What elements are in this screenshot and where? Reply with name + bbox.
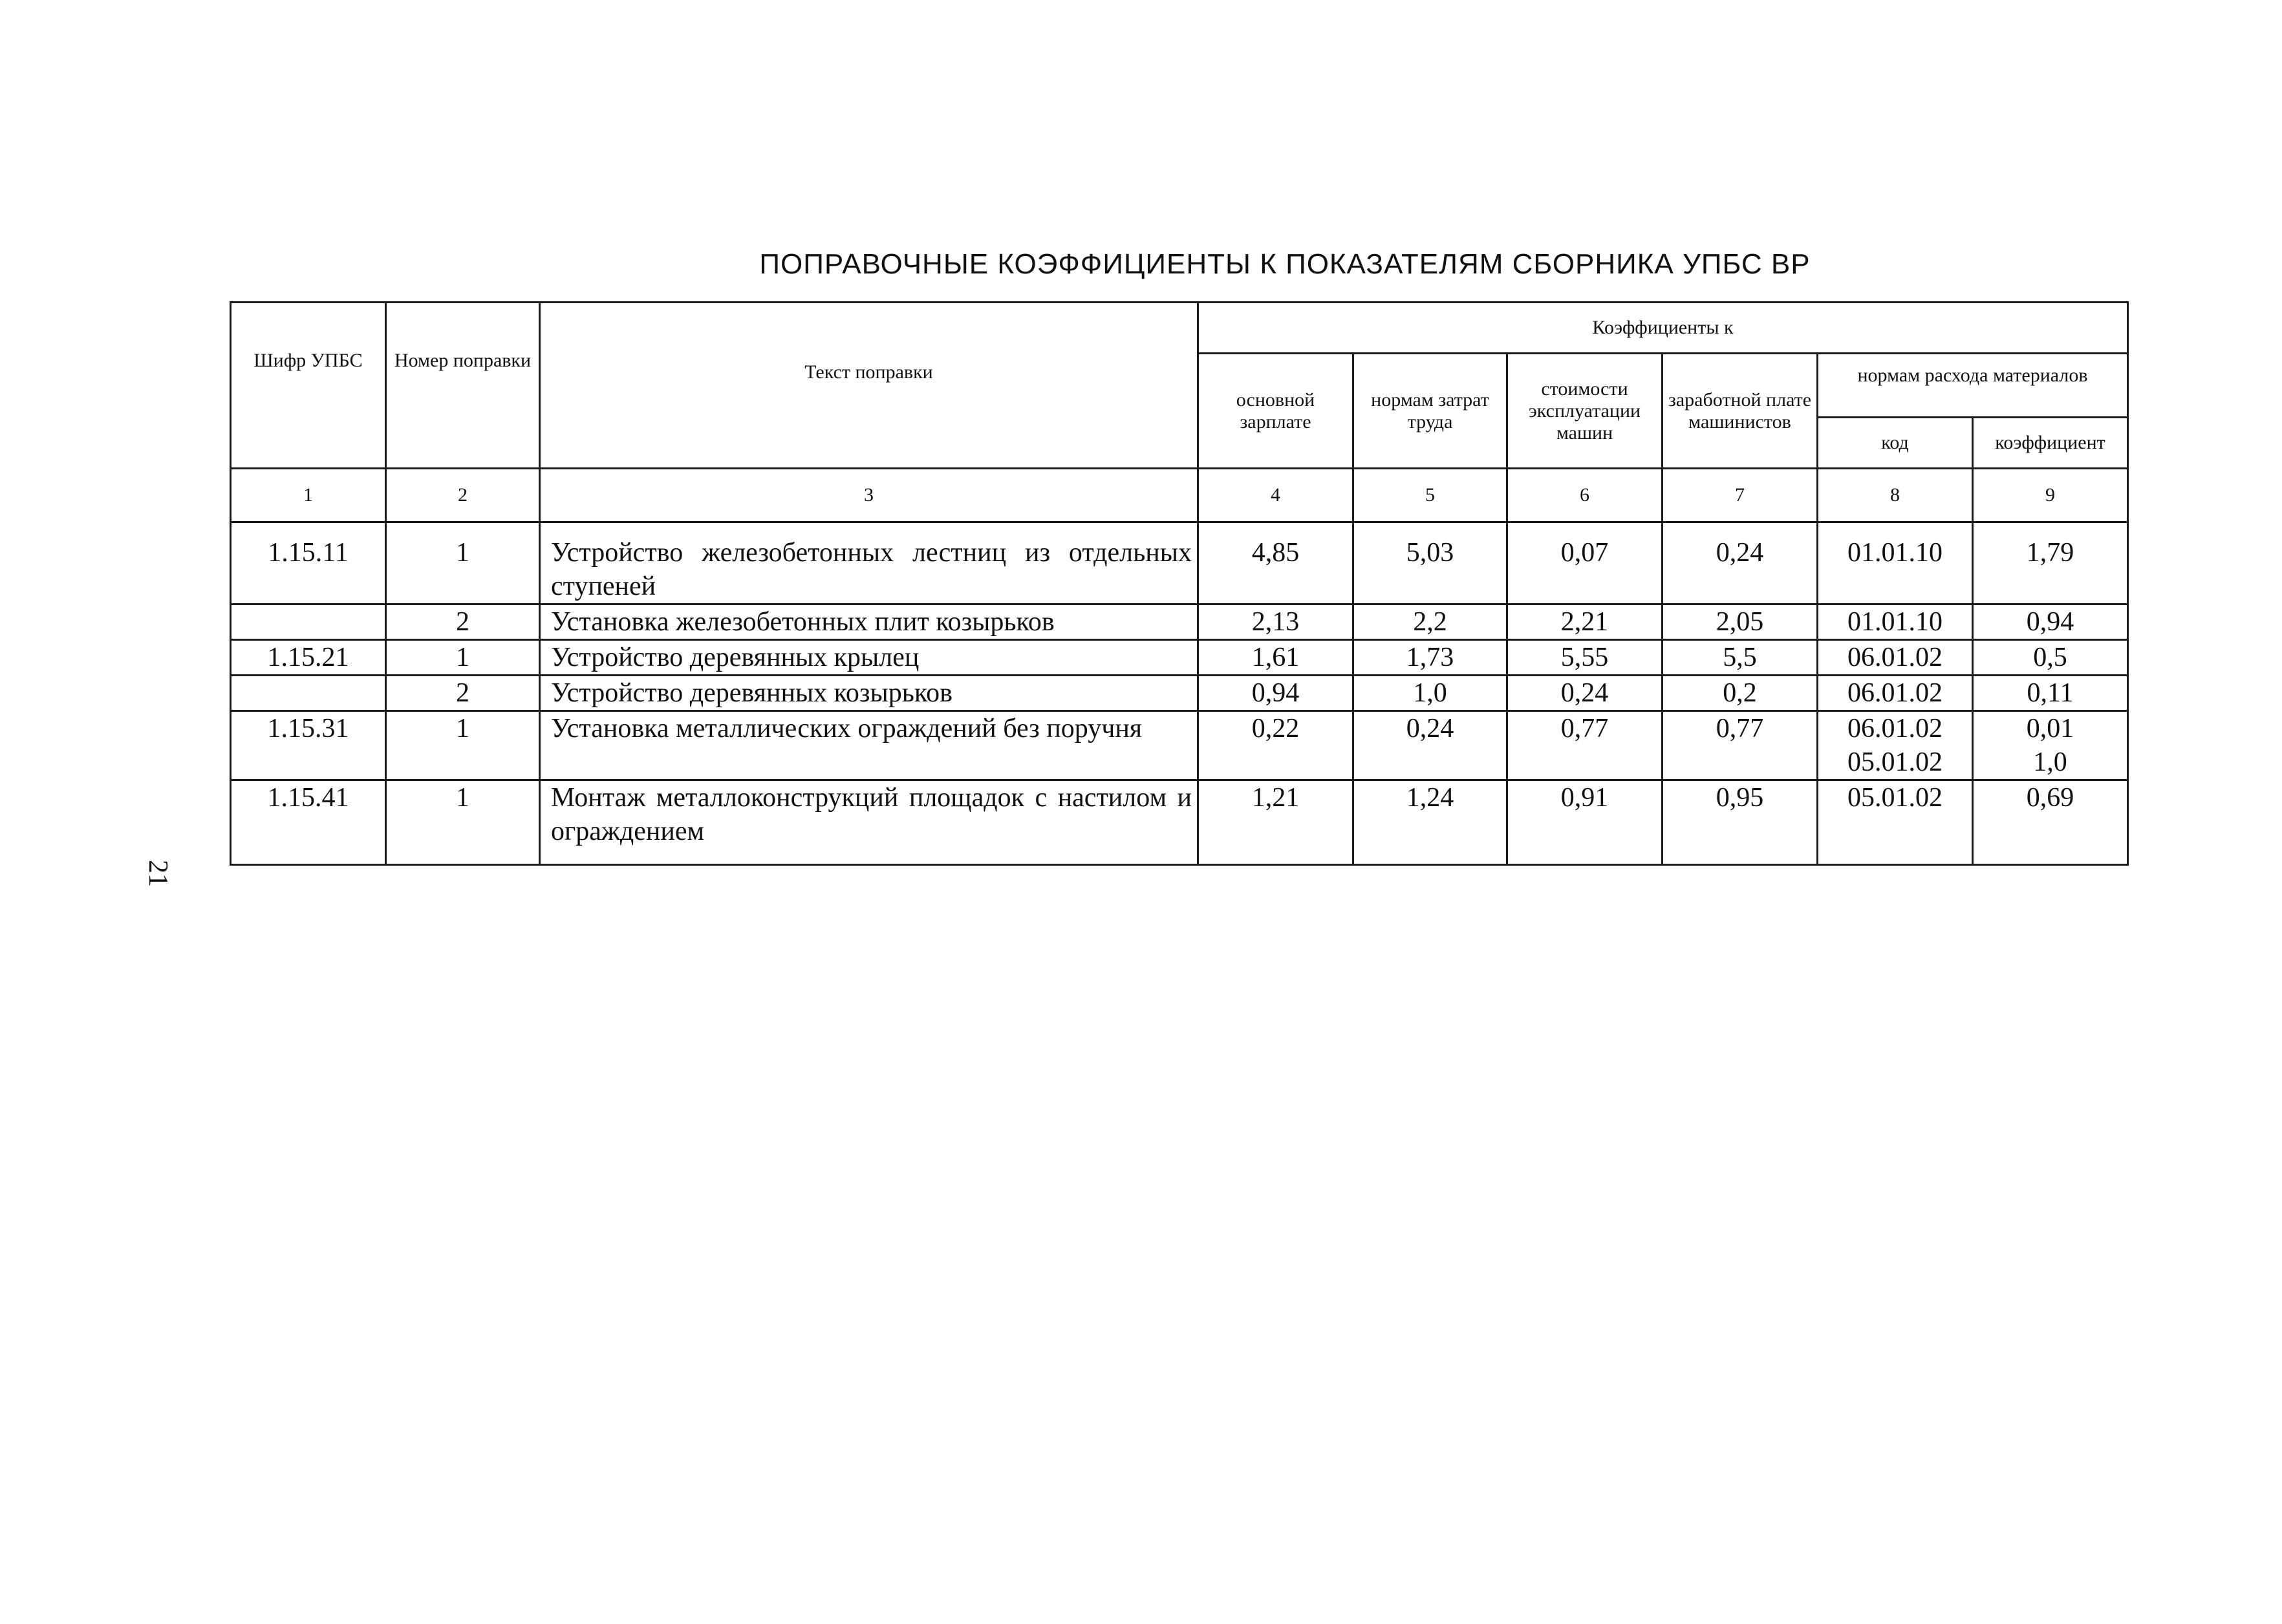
cell-koeffitsient: [1973, 604, 2128, 640]
column-number: 4: [1198, 469, 1353, 522]
cell-nomer: 1: [386, 780, 540, 865]
cell-osn-zarplate: 1,21: [1198, 780, 1353, 865]
cell-koeffitsient: [1973, 522, 2128, 604]
header-shifr: Шифр УПБС: [231, 303, 386, 469]
cell-zarabotnoy: 0,77: [1663, 711, 1818, 780]
cell-nomer: 1: [386, 711, 540, 780]
table-row: [231, 604, 2128, 640]
column-number: 9: [1973, 469, 2128, 522]
column-number: 2: [386, 469, 540, 522]
kod-value: 05.01.02: [1847, 783, 1943, 813]
column-number: 1: [231, 469, 386, 522]
cell-osn-zarplate: 4,85: [1198, 522, 1353, 604]
column-number: 8: [1818, 469, 1973, 522]
cell-nomer: 1: [386, 522, 540, 604]
cell-koeffitsient: [1973, 780, 2128, 865]
column-number: 5: [1353, 469, 1507, 522]
cell-normam-zatrat: 1,0: [1353, 676, 1507, 711]
header-normam-raskhoda: нормам расхода материалов: [1818, 354, 2128, 418]
cell-stoimosti: 0,07: [1507, 522, 1663, 604]
header-osn-zarplate: основной зарплате: [1198, 354, 1353, 469]
cell-zarabotnoy: 5,5: [1663, 640, 1818, 676]
cell-normam-zatrat: 2,2: [1353, 604, 1507, 640]
cell-shifr: 1.15.41: [231, 780, 386, 865]
cell-koeffitsient: [1973, 640, 2128, 676]
cell-zarabotnoy: 0,95: [1663, 780, 1818, 865]
cell-shifr: [231, 604, 386, 640]
cell-stoimosti: 0,91: [1507, 780, 1663, 865]
cell-tekst: Устройство деревянных крылец: [540, 640, 1198, 676]
cell-kod: [1818, 604, 1973, 640]
cell-nomer: 2: [386, 676, 540, 711]
koef-value: 0,5: [2033, 643, 2067, 672]
cell-normam-zatrat: 1,24: [1353, 780, 1507, 865]
cell-normam-zatrat: 5,03: [1353, 522, 1507, 604]
kod-value: 06.01.02: [1847, 714, 1943, 743]
table-row: [231, 676, 2128, 711]
cell-nomer: 1: [386, 640, 540, 676]
koef-value: 0,69: [2026, 783, 2074, 813]
cell-osn-zarplate: 2,13: [1198, 604, 1353, 640]
cell-tekst: Установка металлических ограждений без поручня: [540, 711, 1198, 780]
koef-value: 0,11: [2027, 678, 2074, 708]
table-row: [231, 522, 2128, 604]
cell-tekst: Устройство железобетонных лестниц из отдельных ступеней: [540, 522, 1198, 604]
table-row: [231, 711, 2128, 780]
cell-kod: [1818, 640, 1973, 676]
kod-value: 06.01.02: [1847, 643, 1943, 672]
cell-kod: [1818, 780, 1973, 865]
kod-value: 01.01.10: [1847, 607, 1943, 637]
header-stoimosti: стоимости эксплуатации машин: [1507, 354, 1663, 469]
header-kod: код: [1818, 418, 1973, 469]
column-number: 7: [1663, 469, 1818, 522]
header-nomer: Номер поправки: [386, 303, 540, 469]
cell-tekst: Установка железобетонных плит козырьков: [540, 604, 1198, 640]
header-normam-zatrat: нормам затрат труда: [1353, 354, 1507, 469]
page-title: ПОПРАВОЧНЫЕ КОЭФФИЦИЕНТЫ К ПОКАЗАТЕЛЯМ СБОРНИКА УПБС ВР: [759, 248, 1811, 280]
cell-stoimosti: 0,24: [1507, 676, 1663, 711]
cell-zarabotnoy: 2,05: [1663, 604, 1818, 640]
cell-stoimosti: 5,55: [1507, 640, 1663, 676]
cell-osn-zarplate: 0,22: [1198, 711, 1353, 780]
table-row: [231, 780, 2128, 865]
column-number: 6: [1507, 469, 1663, 522]
koef-value: 0,94: [2026, 607, 2074, 637]
table-row: [231, 640, 2128, 676]
cell-tekst: Монтаж металлоконструкций площадок с настилом и ограждением: [540, 780, 1198, 865]
header-koef-group: Коэффициенты к: [1198, 303, 2128, 354]
cell-shifr: 1.15.31: [231, 711, 386, 780]
cell-nomer: 2: [386, 604, 540, 640]
cell-kod: [1818, 711, 1973, 780]
cell-tekst: Устройство деревянных козырьков: [540, 676, 1198, 711]
cell-koeffitsient: [1973, 711, 2128, 780]
cell-osn-zarplate: 0,94: [1198, 676, 1353, 711]
header-zarabotnoy: заработной плате машинистов: [1663, 354, 1818, 469]
coefficients-table: [230, 301, 2129, 866]
cell-koeffitsient: [1973, 676, 2128, 711]
cell-shifr: 1.15.11: [231, 522, 386, 604]
cell-shifr: 1.15.21: [231, 640, 386, 676]
cell-stoimosti: 2,21: [1507, 604, 1663, 640]
cell-shifr: [231, 676, 386, 711]
cell-osn-zarplate: 1,61: [1198, 640, 1353, 676]
page-number: 21: [143, 860, 173, 887]
cell-stoimosti: 0,77: [1507, 711, 1663, 780]
kod-value: 05.01.02: [1847, 747, 1943, 777]
header-tekst: Текст поправки: [540, 303, 1198, 469]
koef-value: 1,79: [2026, 538, 2074, 568]
cell-zarabotnoy: 0,24: [1663, 522, 1818, 604]
cell-kod: [1818, 676, 1973, 711]
koef-value: 0,01: [2026, 714, 2074, 743]
cell-zarabotnoy: 0,2: [1663, 676, 1818, 711]
cell-normam-zatrat: 0,24: [1353, 711, 1507, 780]
koef-value: 1,0: [2033, 747, 2067, 777]
column-number: 3: [540, 469, 1198, 522]
header-koeffitsient: коэффициент: [1973, 418, 2128, 469]
cell-kod: [1818, 522, 1973, 604]
cell-normam-zatrat: 1,73: [1353, 640, 1507, 676]
kod-value: 01.01.10: [1847, 538, 1943, 568]
kod-value: 06.01.02: [1847, 678, 1943, 708]
